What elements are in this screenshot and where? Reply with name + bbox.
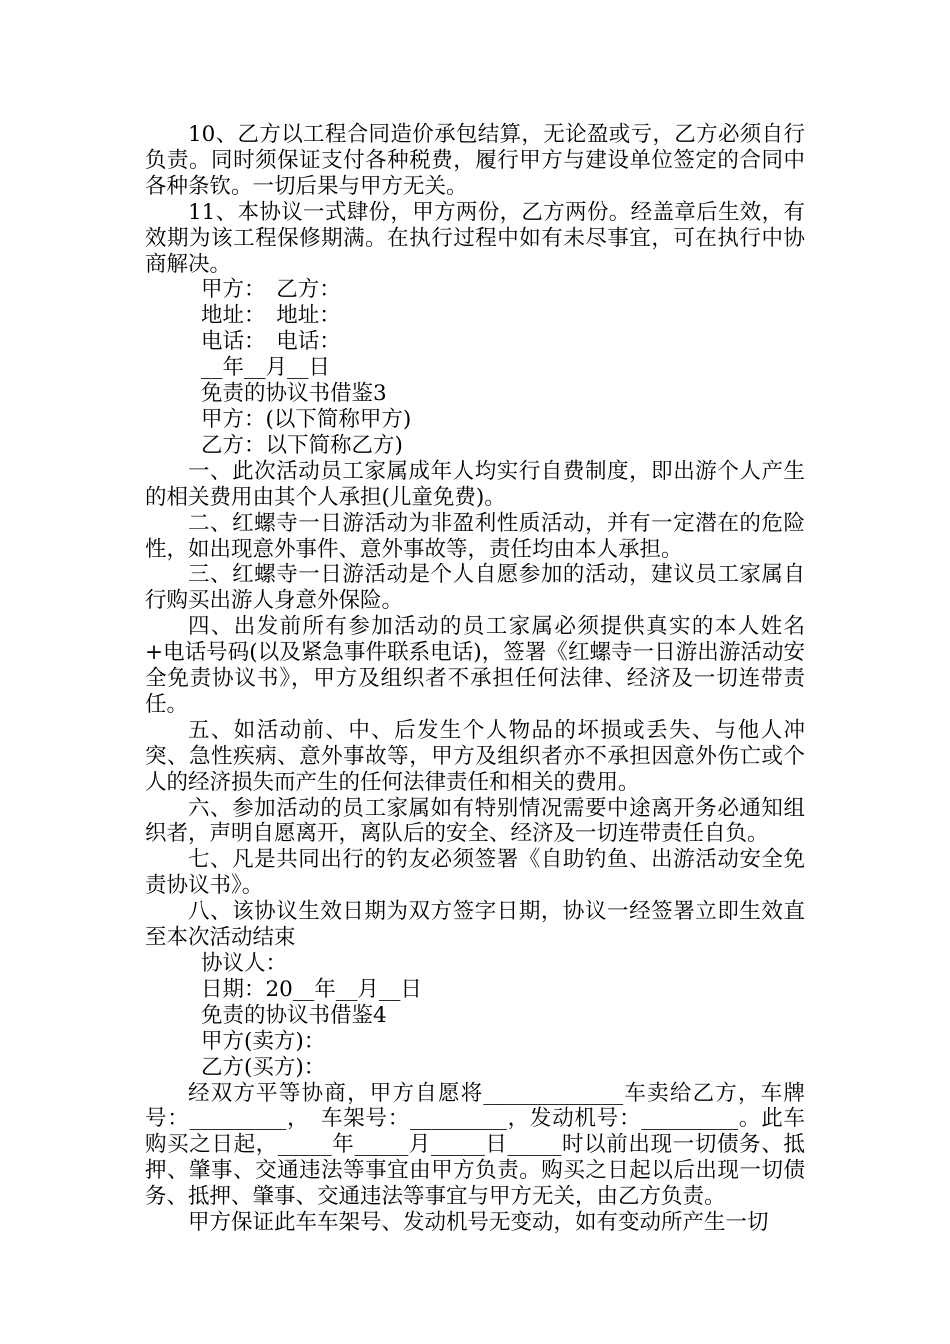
signing-date-line: 日期：20__年__月__日 xyxy=(201,976,422,1002)
signature-phone-line: 电话： 电话： xyxy=(201,329,341,355)
section-heading-4: 免责的协议书借鉴4 xyxy=(201,1002,387,1028)
signature-parties-line: 甲方： 乙方： xyxy=(201,277,341,303)
signature-date-line: __年__月__日 xyxy=(201,355,331,381)
paragraph-item-5: 五、如活动前、中、后发生个人物品的坏损或丢失、与他人冲突、急性疾病、意外事故等，甲方及组织者亦不承担因意外伤亡或个人的经济损失而产生的任何法律责任和相关的费用。 xyxy=(145,717,805,795)
paragraph-item-7: 七、凡是共同出行的钓友必须签署《自助钓鱼、出游活动安全免责协议书》。 xyxy=(145,847,805,899)
buyer-line: 乙方(买方)： xyxy=(201,1054,326,1080)
paragraph-clause-10: 10、乙方以工程合同造价承包结算，无论盈或亏，乙方必须自行负责。同时须保证支付各种税费，履行甲方与建设单位签定的合同中各种条钦。一切后果与甲方无关。 xyxy=(145,122,805,199)
paragraph-item-2: 二、红螺寺一日游活动为非盈利性质活动，并有一定潜在的危险性，如出现意外事件、意外事故等，责任均由本人承担。 xyxy=(145,510,805,562)
signature-address-line: 地址： 地址： xyxy=(201,303,341,329)
paragraph-vehicle-guarantee: 甲方保证此车车架号、发动机号无变动，如有变动所产生一切 xyxy=(188,1210,769,1236)
paragraph-vehicle-sale: 经双方平等协商，甲方自愿将_____________车卖给乙方，车牌号：_________， 车架号：_________，发动机号：_________。此车购买之日起，_____年_____月_____日_____时以前出现一切债务、抵押、肇事、交通违法等事宜由甲方负责。购买之日起以后出现一切债务、抵押、肇事、交通违法等事宜与甲方无关，由乙方负责。 xyxy=(145,1080,805,1210)
section-heading-3: 免责的协议书借鉴3 xyxy=(201,381,387,407)
party-b-line: 乙方：以下简称乙方) xyxy=(201,432,403,458)
seller-line: 甲方(卖方)： xyxy=(201,1028,326,1054)
paragraph-item-3: 三、红螺寺一日游活动是个人自愿参加的活动，建议员工家属自行购买出游人身意外保险。 xyxy=(145,562,805,614)
party-a-line: 甲方：(以下简称甲方) xyxy=(201,406,412,432)
paragraph-clause-11: 11、本协议一式肆份，甲方两份，乙方两份。经盖章后生效，有效期为该工程保修期满。在执行过程中如有未尽事宜，可在执行中协商解决。 xyxy=(145,199,805,277)
paragraph-item-4: 四、出发前所有参加活动的员工家属必须提供真实的本人姓名+电话号码(以及紧急事件联系电话)，签署《红螺寺一日游出游活动安全免责协议书》，甲方及组织者不承担任何法律、经济及一切连带责任。 xyxy=(145,614,805,717)
paragraph-item-8: 八、该协议生效日期为双方签字日期，协议一经签署立即生效直至本次活动结束 xyxy=(145,899,805,951)
paragraph-item-1: 一、此次活动员工家属成年人均实行自费制度，即出游个人产生的相关费用由其个人承担(儿童免费)。 xyxy=(145,458,805,510)
document-page xyxy=(145,122,805,1236)
signatory-line: 协议人： xyxy=(201,951,288,976)
paragraph-item-6: 六、参加活动的员工家属如有特别情况需要中途离开务必通知组织者，声明自愿离开，离队后的安全、经济及一切连带责任自负。 xyxy=(145,795,805,847)
